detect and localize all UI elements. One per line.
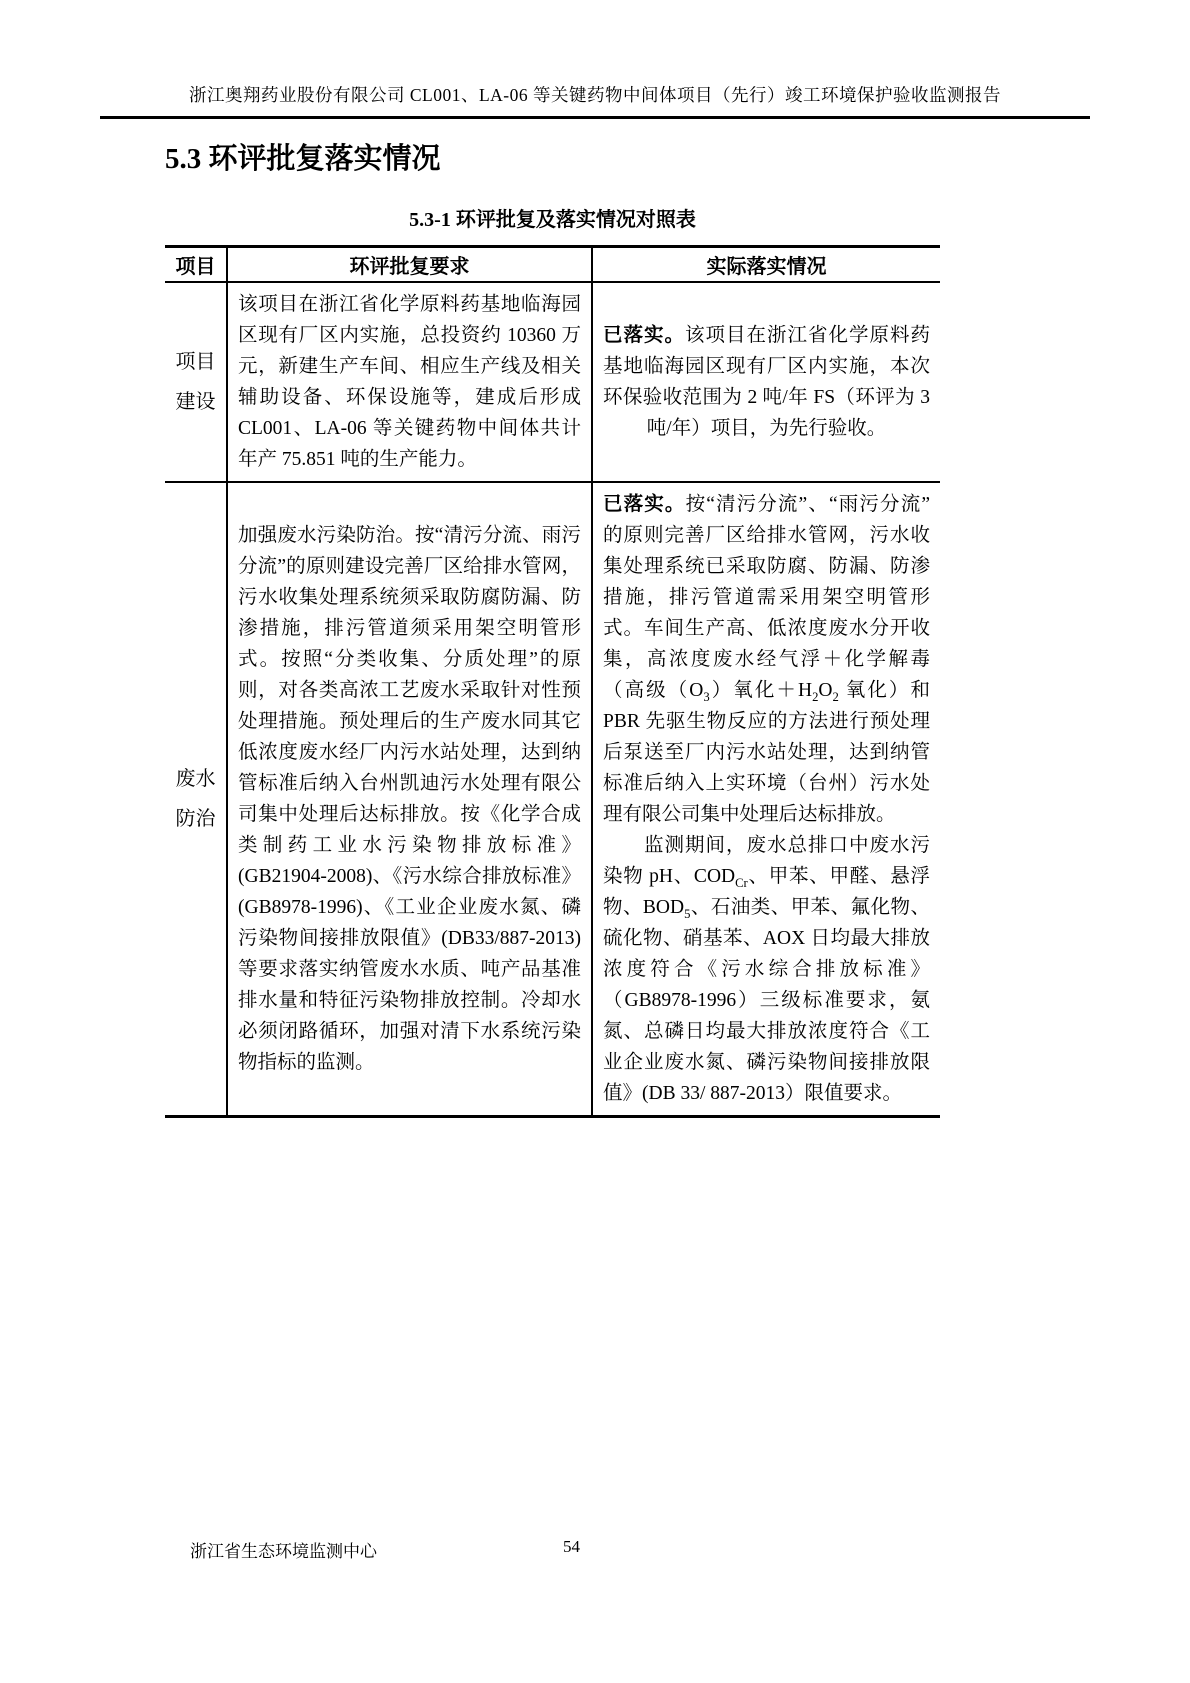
report-title-header: 浙江奥翔药业股份有限公司 CL001、LA-06 等关键药物中间体项目（先行）竣工环境保护验收监测报告 (188, 85, 1001, 105)
content-area (100, 115, 1090, 1118)
table-row-wastewater-control (165, 482, 940, 1117)
eia-approval-comparison-table (165, 245, 940, 1118)
page-number: 54 (563, 1537, 580, 1556)
implementation-cell-project (592, 282, 940, 482)
table-row-project-construction (165, 282, 940, 482)
implementation-text-wastewater-p2: 监测期间，废水总排口中废水污染物 pH、$COD_{Cr}$、甲苯、甲醛、悬浮物、$BOD_5$、石油类、甲苯、氟化物、硫化物、硝基苯、AOX 日均最大排放浓度符合《污水综合排放标准》（GB8978-1996）三级标准要求，氨氮、总磷日均最大排放浓度符合《工业企业废水氮、磷污染物间接排放限值》(DB 33/ 887-2013）限值要求。 (603, 835, 930, 1105)
col-header-eia-requirement: 环评批复要求 (227, 247, 592, 283)
footer-organization: 浙江省生态环境监测中心 (190, 1542, 377, 1561)
col-header-actual-implementation: 实际落实情况 (592, 247, 940, 283)
category-wastewater-control: 废水防治 (165, 482, 227, 1117)
table-caption: 5.3-1 环评批复及落实情况对照表 (409, 209, 696, 232)
col-header-item: 项目 (165, 247, 227, 283)
section-title: 5.3 环评批复落实情况 (165, 143, 441, 175)
table-header-row (165, 247, 940, 283)
requirement-text-wastewater: 加强废水污染防治。按“清污分流、雨污分流”的原则建设完善厂区给排水管网，污水收集处理系统须采取防腐防漏、防渗措施，排污管道须采用架空明管形式。按照“分类收集、分质处理”的原则，对各类高浓工艺废水采取针对性预处理措施。预处理后的生产废水同其它低浓度废水经厂内污水站处理，达到纳管标准后纳入台州凯迪污水处理有限公司集中处理后达标排放。按《化学合成类制药工业水污染物排放标准》(GB21904-2008)、《污水综合排放标准》(GB8978-1996)、《工业企业废水氮、磷污染物间接排放限值》(DB33/887-2013)等要求落实纳管废水水质、吨产品基准排水量和特征污染物排放控制。冷却水必须闭路循环，加强对清下水系统污染物指标的监测。 (238, 525, 581, 1074)
requirement-cell-wastewater (227, 482, 592, 1117)
implementation-text-wastewater-p1: 已落实。按“清污分流”、“雨污分流”的原则完善厂区给排水管网，污水收集处理系统已采取防腐、防漏、防渗措施，排污管道需采用架空明管形式。车间生产高、低浓度废水分开收集，高浓度废水经气浮＋化学解毒（高级$(O_3)$氧化$+H_2O_2$ 氧化）和 PBR 先驱生物反应的方法进行预处理后泵送至厂内污水站处理，达到纳管标准后纳入上实环境（台州）污水处理有限公司集中处理后达标排放。 (603, 494, 930, 826)
page-running-head (100, 0, 1090, 119)
requirement-text-project: 该项目在浙江省化学原料药基地临海园区现有厂区内实施，总投资约 10360 万元，新建生产车间、相应生产线及相关辅助设备、环保设施等，建成后形成 CL001、LA-06 等关键药物中间体共计年产 75.851 吨的生产能力。 (238, 294, 581, 471)
category-project-construction: 项目建设 (165, 282, 227, 482)
implementation-cell-wastewater (592, 482, 940, 1117)
implementation-text-project: 已落实。该项目在浙江省化学原料药基地临海园区现有厂区内实施，本次环保验收范围为 2 吨/年 FS（环评为 3 吨/年）项目，为先行验收。 (603, 325, 930, 440)
requirement-cell-project (227, 282, 592, 482)
